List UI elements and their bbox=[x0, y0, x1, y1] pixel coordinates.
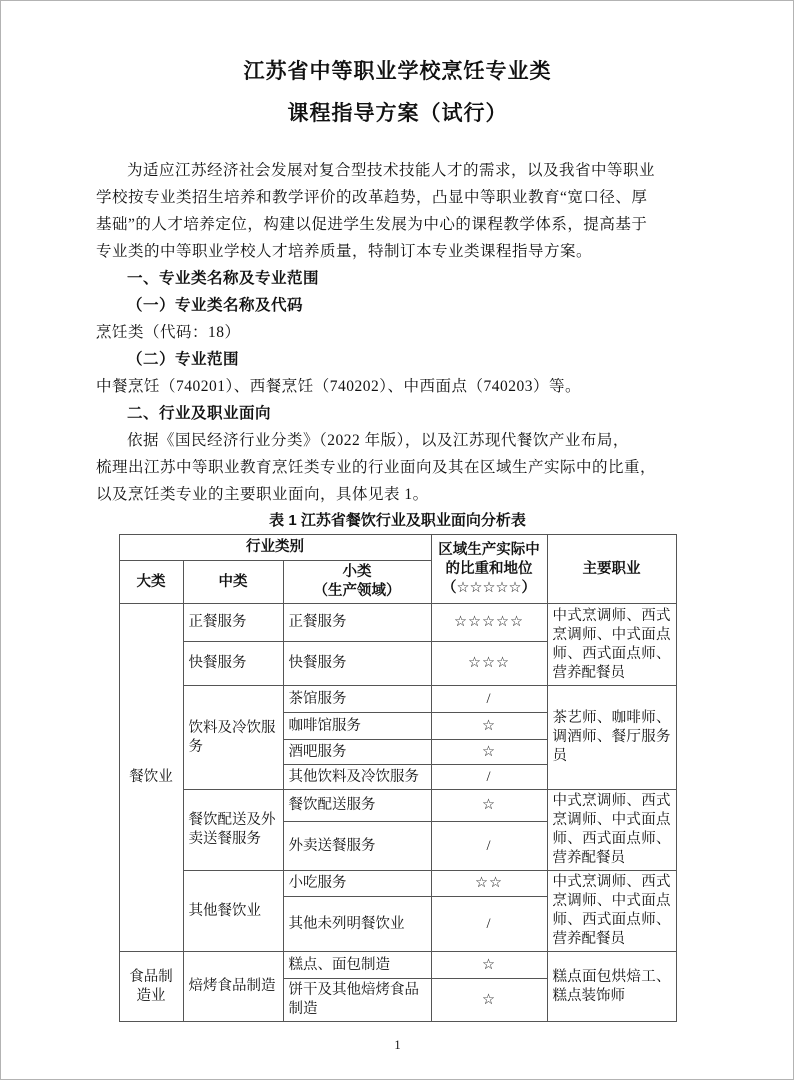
header-row-1 bbox=[119, 535, 676, 561]
heading-section-1-2: （二）专业范围 bbox=[127, 351, 240, 368]
intro-line: 基础”的人才培养定位，构建以促进学生发展为中心的课程教学体系，提高基于 bbox=[96, 216, 648, 233]
cell-minor: 外卖送餐服务 bbox=[283, 822, 431, 871]
cell-occupation: 中式烹调师、西式烹调师、中式面点师、西式面点师、营养配餐员 bbox=[547, 604, 676, 686]
paragraph-industry-line: 梳理出江苏中等职业教育烹饪类专业的行业面向及其在区域生产实际中的比重， bbox=[96, 459, 657, 476]
cell-mid: 其他餐饮业 bbox=[183, 871, 283, 952]
header-weight-line: 的比重和地位 bbox=[445, 560, 533, 577]
header-minor-line: 小类 bbox=[342, 564, 372, 580]
header-weight-line: 区域生产实际中 bbox=[438, 541, 540, 558]
heading-section-1: 一、专业类名称及专业范围 bbox=[127, 270, 320, 287]
cell-mid: 餐饮配送及外卖送餐服务 bbox=[183, 790, 283, 871]
cell-weight: ☆☆ bbox=[431, 871, 547, 897]
industry-analysis-table bbox=[119, 534, 677, 1022]
header-minor bbox=[283, 561, 431, 604]
intro-line: 学校按专业类招生培养和教学评价的改革趋势，凸显中等职业教育“宽口径、厚 bbox=[96, 189, 648, 206]
cell-occupation: 茶艺师、咖啡师、调酒师、餐厅服务员 bbox=[547, 686, 676, 790]
cell-mid: 正餐服务 bbox=[183, 604, 283, 642]
cell-occupation: 糕点面包烘焙工、糕点装饰师 bbox=[547, 952, 676, 1022]
cell-minor: 正餐服务 bbox=[283, 604, 431, 642]
cell-occupation: 中式烹调师、西式烹调师、中式面点师、西式面点师、营养配餐员 bbox=[547, 790, 676, 871]
paragraph-industry-line: 以及烹饪类专业的主要职业面向，具体见表 1。 bbox=[96, 486, 429, 503]
page-number: 1 bbox=[394, 1038, 401, 1052]
cell-minor: 咖啡馆服务 bbox=[283, 713, 431, 740]
cell-occupation: 中式烹调师、西式烹调师、中式面点师、西式面点师、营养配餐员 bbox=[547, 871, 676, 952]
cell-minor: 餐饮配送服务 bbox=[283, 790, 431, 822]
cell-minor: 饼干及其他焙烤食品制造 bbox=[283, 979, 431, 1022]
intro-line: 为适应江苏经济社会发展对复合型技术技能人才的需求，以及我省中等职业 bbox=[127, 162, 656, 179]
cell-minor: 快餐服务 bbox=[283, 642, 431, 686]
table-row bbox=[119, 604, 676, 642]
header-major: 大类 bbox=[119, 561, 183, 604]
table-row bbox=[119, 686, 676, 713]
header-industry-group: 行业类别 bbox=[119, 535, 431, 561]
cell-weight: ☆ bbox=[431, 790, 547, 822]
cell-weight: ☆☆☆ bbox=[431, 642, 547, 686]
cell-weight: ☆ bbox=[431, 713, 547, 740]
header-weight bbox=[431, 535, 547, 604]
cell-major: 食品制造业 bbox=[119, 952, 183, 1022]
cell-major: 餐饮业 bbox=[119, 604, 183, 952]
cell-weight: / bbox=[431, 897, 547, 952]
cell-weight: / bbox=[431, 822, 547, 871]
cell-mid: 快餐服务 bbox=[183, 642, 283, 686]
cell-mid: 饮料及冷饮服务 bbox=[183, 686, 283, 790]
cell-minor: 小吃服务 bbox=[283, 871, 431, 897]
heading-section-2: 二、行业及职业面向 bbox=[127, 405, 272, 422]
cell-minor: 糕点、面包制造 bbox=[283, 952, 431, 979]
heading-section-1-1: （一）专业类名称及代码 bbox=[127, 297, 304, 314]
paragraph-major-scope: 中餐烹饪（740201）、西餐烹饪（740202）、中西面点（740203）等。 bbox=[96, 378, 582, 395]
cell-minor: 茶馆服务 bbox=[283, 686, 431, 713]
cell-weight: / bbox=[431, 765, 547, 790]
cell-mid: 焙烤食品制造 bbox=[183, 952, 283, 1022]
cell-weight: ☆ bbox=[431, 952, 547, 979]
table-caption: 表 1 江苏省餐饮行业及职业面向分析表 bbox=[269, 512, 526, 529]
doc-title-line1: 江苏省中等职业学校烹饪专业类 bbox=[243, 60, 552, 83]
cell-minor: 其他饮料及冷饮服务 bbox=[283, 765, 431, 790]
table-row bbox=[119, 952, 676, 979]
paragraph-industry-line: 依据《国民经济行业分类》（2022 年版），以及江苏现代餐饮产业布局， bbox=[127, 432, 629, 449]
header-weight-line: （☆☆☆☆☆） bbox=[442, 579, 536, 596]
header-mid: 中类 bbox=[183, 561, 283, 604]
document-body bbox=[96, 157, 699, 508]
cell-minor: 其他未列明餐饮业 bbox=[283, 897, 431, 952]
cell-weight: ☆ bbox=[431, 979, 547, 1022]
header-minor-line: （生产领域） bbox=[313, 583, 401, 599]
intro-line: 专业类的中等职业学校人才培养质量，特制订本专业类课程指导方案。 bbox=[96, 243, 593, 260]
cell-minor: 酒吧服务 bbox=[283, 740, 431, 765]
table-row bbox=[119, 790, 676, 822]
cell-weight: / bbox=[431, 686, 547, 713]
doc-title-line2: 课程指导方案（试行） bbox=[287, 102, 508, 125]
cell-weight: ☆☆☆☆☆ bbox=[431, 604, 547, 642]
cell-weight: ☆ bbox=[431, 740, 547, 765]
header-occupation: 主要职业 bbox=[547, 535, 676, 604]
table-row bbox=[119, 871, 676, 897]
paragraph-class-code: 烹饪类（代码：18） bbox=[96, 324, 241, 341]
